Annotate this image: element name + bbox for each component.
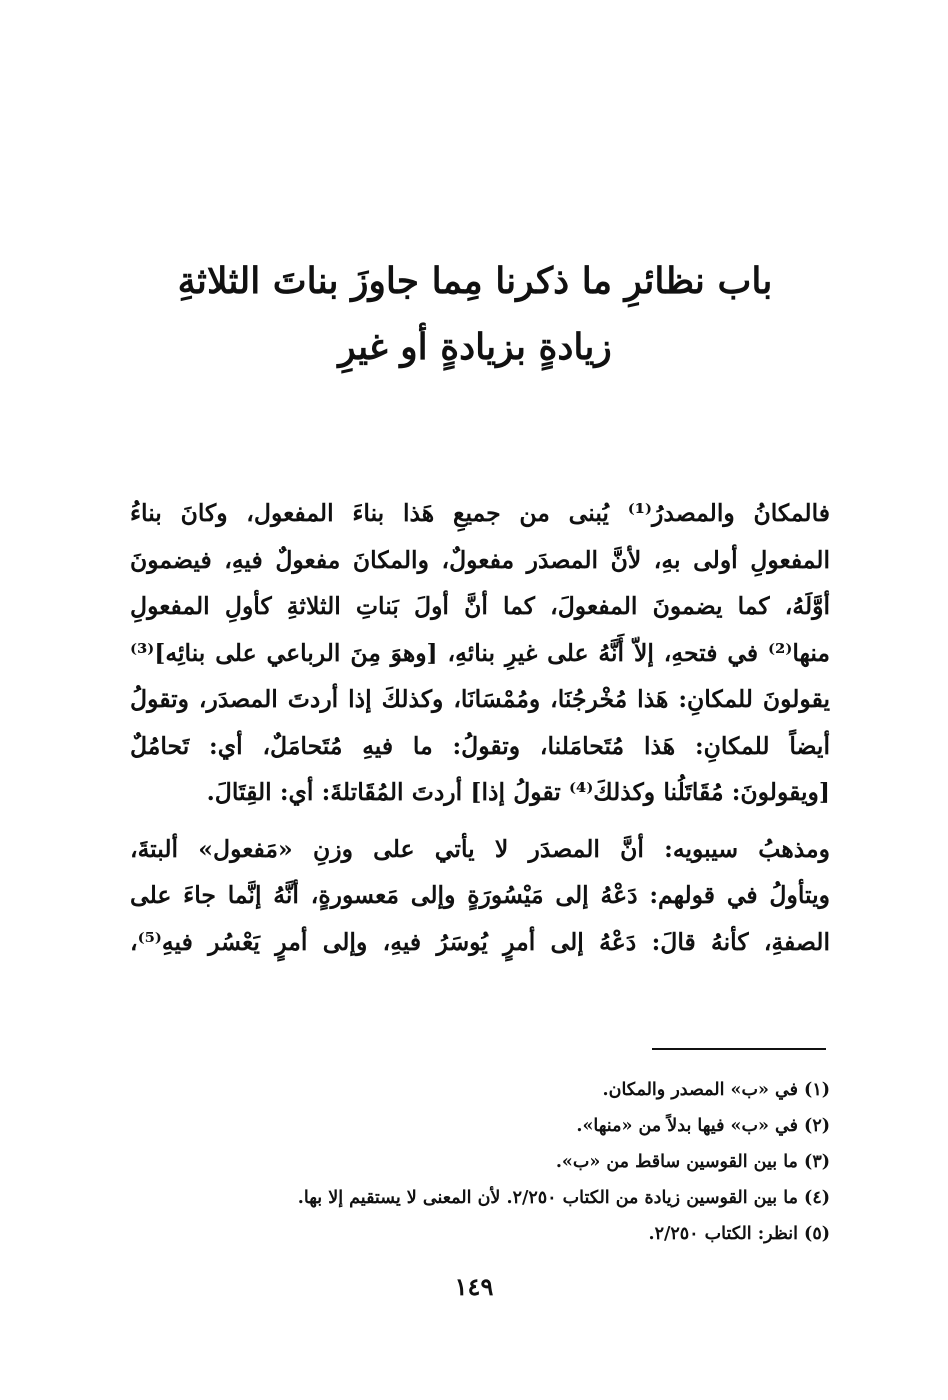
text-line: أيضاً للمكانِ: هَذا مُتَحامَلنا، وتقولُ: ما فيهِ مُتَحامَلٌ، أي: تَحامُلٌ bbox=[130, 731, 830, 760]
text-line: فالمكانُ والمصدرُ⁽¹⁾ يُبنى من جميعِ هَذا بناءَ المفعول، وكانَ بناءُ bbox=[130, 499, 830, 527]
chapter-title-line-1: باب نظائرِ ما ذكرنا مِما جاوزَ بناتَ الثلاثةِ bbox=[177, 260, 773, 302]
text-line: ومذهبُ سيبويه: أنَّ المصدَر لا يأتي على وزنِ «مَفعول» ألبتةَ، bbox=[130, 834, 830, 863]
footnote-2: (٢) في «ب» فيها بدلاً من «منها». bbox=[576, 1116, 830, 1136]
footnote-4: (٤) ما بين القوسين زيادة من الكتاب ٢/٢٥٠. لأن المعنى لا يستقيم إلا بها. bbox=[297, 1188, 830, 1208]
text-line: الصفةِ، كأنهُ قالَ: دَعْهُ إلى أمرٍ يُوسَرُ فيهِ، وإلى أمرٍ يَعْسُر فيهِ⁽⁵⁾، bbox=[130, 927, 830, 956]
paragraph-2 bbox=[130, 826, 830, 966]
footnotes bbox=[130, 1072, 830, 1252]
page-number: ١٤٩ bbox=[454, 1272, 494, 1301]
paragraph-gap bbox=[130, 816, 830, 826]
paragraph-1 bbox=[130, 490, 830, 816]
text-line: المفعولِ أولى بهِ، لأنَّ المصدَر مفعولٌ، والمكانَ مفعولٌ فيهِ، فيضمونَ bbox=[130, 545, 830, 574]
chapter-title bbox=[130, 248, 820, 380]
body-text bbox=[130, 490, 830, 965]
footnote-5: (٥) انظر: الكتاب ٢/٢٥٠. bbox=[648, 1224, 830, 1244]
text-line: منها⁽²⁾ في فتحهِ، إلاّ أَنَّهُ على غيرِ بنائهِ، [وهوَ مِنَ الرباعي على بنائِه]⁽³⁾ bbox=[130, 638, 830, 667]
text-line: يقولونَ للمكانِ: هَذا مُخْرجُنَا، ومُمْسَانَا، وكذلكَ إذا أردتَ المصدَر، وتقولُ bbox=[130, 685, 830, 713]
footnote-1: (١) في «ب» المصدر والمكان. bbox=[602, 1080, 830, 1100]
text-line: [ويقولونَ: مُقَاتَلُنا وكذلكَ⁽⁴⁾ تقولُ إذا] أردتَ المُقَاتلةَ: أي: القِتَالَ. bbox=[206, 778, 830, 806]
footnote-separator bbox=[652, 1048, 826, 1050]
chapter-title-line-2: زيادةٍ بزيادةٍ أو غيرِ bbox=[338, 326, 612, 368]
text-line: ويتأولُ في قولهم: دَعْهُ إلى مَيْسُورَةٍ وإلى مَعسورةٍ، أنَّهُ إنَّما جاءَ على bbox=[130, 881, 830, 909]
text-line: أوَّلَهُ، كما يضمونَ المفعولَ، كما أنَّ أولَ بَناتِ الثلاثةِ كأولِ المفعولِ bbox=[130, 592, 830, 620]
footnote-3: (٣) ما بين القوسين ساقط من «ب». bbox=[555, 1152, 830, 1172]
